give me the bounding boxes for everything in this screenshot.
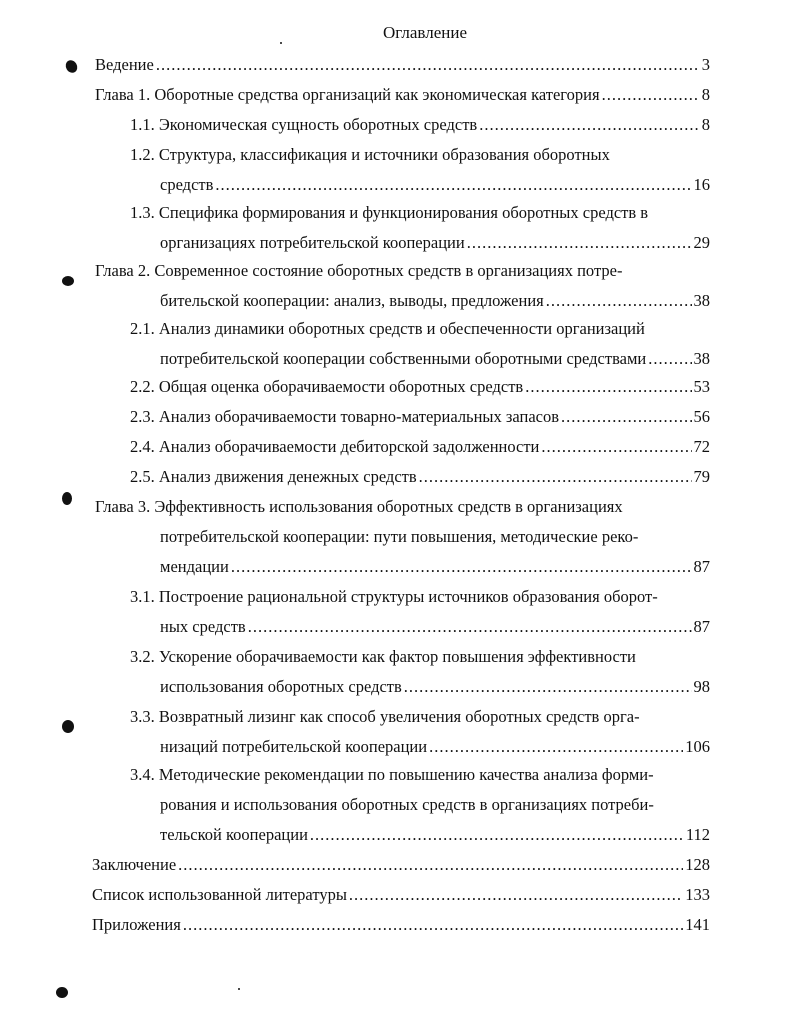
toc-entry-text: Глава 1. Оборотные средства организаций как экономическая категория bbox=[95, 85, 600, 104]
toc-entry-section-2-1[interactable] bbox=[130, 314, 710, 374]
toc-entry-section-2-2[interactable] bbox=[130, 372, 710, 402]
toc-page-number: 8 bbox=[701, 115, 710, 134]
leader-dots bbox=[248, 612, 692, 642]
leader-dots bbox=[648, 344, 691, 374]
leader-dots bbox=[231, 552, 692, 582]
leader-dots bbox=[183, 910, 683, 940]
leader-dots bbox=[561, 402, 691, 432]
toc-entry-first-line: 3.1. Построение рациональной структуры источников образования оборот- bbox=[130, 587, 658, 606]
toc-page-number: 53 bbox=[693, 377, 710, 396]
toc-entry-first-line: 3.4. Методические рекомендации по повышению качества анализа форми- bbox=[130, 765, 654, 784]
toc-entry-last-line bbox=[160, 228, 710, 258]
toc-entry-last-line bbox=[160, 286, 710, 316]
toc-entry-text: 1.1. Экономическая сущность оборотных средств bbox=[130, 115, 478, 134]
toc-page-number: 141 bbox=[685, 915, 710, 934]
toc-page-number: 87 bbox=[693, 557, 710, 576]
toc-page-number: 72 bbox=[693, 437, 710, 456]
leader-dots bbox=[541, 432, 691, 462]
toc-entry-chapter-2[interactable] bbox=[95, 256, 710, 316]
scan-blot bbox=[62, 720, 74, 733]
toc-entry-last-line bbox=[160, 552, 710, 582]
leader-dots bbox=[467, 228, 692, 258]
toc-entry-text: мендации bbox=[160, 557, 229, 576]
toc-entry-text: использования оборотных средств bbox=[160, 677, 402, 696]
leader-dots bbox=[215, 170, 691, 200]
toc-entry-last-line bbox=[160, 672, 710, 702]
toc-entry-second-line: потребительской кооперации: пути повышения, методические реко- bbox=[160, 527, 639, 546]
toc-entry-text: ных средств bbox=[160, 617, 246, 636]
toc-entry-section-2-4[interactable] bbox=[130, 432, 710, 462]
toc-entry-first-line: 3.2. Ускорение оборачиваемости как фактор повышения эффективности bbox=[130, 647, 636, 666]
toc-page-number: 38 bbox=[693, 349, 710, 368]
toc-entry-last-line bbox=[160, 820, 710, 850]
toc-entry-first-line: Глава 2. Современное состояние оборотных средств в организациях потре- bbox=[95, 261, 623, 280]
toc-entry-second-line: рования и использования оборотных средств в организациях потреби- bbox=[160, 795, 654, 814]
toc-entry-last-line bbox=[160, 612, 710, 642]
toc-entry-section-3-3[interactable] bbox=[130, 702, 710, 762]
toc-entry-text: организациях потребительской кооперации bbox=[160, 233, 465, 252]
toc-entry-references[interactable] bbox=[92, 880, 710, 910]
toc-entry-first-line: 1.2. Структура, классификация и источники образования оборотных bbox=[130, 145, 610, 164]
toc-entry-section-1-3[interactable] bbox=[130, 198, 710, 258]
toc-entry-section-2-3[interactable] bbox=[130, 402, 710, 432]
toc-entry-text: 2.2. Общая оценка оборачиваемости оборотных средств bbox=[130, 377, 524, 396]
toc-page-number: 133 bbox=[685, 885, 710, 904]
leader-dots bbox=[525, 372, 691, 402]
toc-page-number: 112 bbox=[685, 825, 710, 844]
toc-entry-chapter-1[interactable] bbox=[95, 80, 710, 110]
toc-page-number: 106 bbox=[685, 737, 710, 756]
toc-entry-text: средств bbox=[160, 175, 214, 194]
toc-entry-appendix[interactable] bbox=[92, 910, 710, 940]
toc-page-number: 98 bbox=[693, 677, 710, 696]
leader-dots bbox=[156, 50, 700, 80]
scan-blot bbox=[63, 58, 79, 75]
toc-entry-first-line: 1.3. Специфика формирования и функционирования оборотных средств в bbox=[130, 203, 649, 222]
toc-entry-last-line bbox=[160, 170, 710, 200]
page-title: Оглавление bbox=[383, 23, 467, 42]
toc-page-number: 87 bbox=[693, 617, 710, 636]
leader-dots bbox=[546, 286, 692, 316]
leader-dots bbox=[429, 732, 683, 762]
leader-dots bbox=[404, 672, 692, 702]
toc-entry-last-line bbox=[160, 732, 710, 762]
scan-blot bbox=[62, 276, 74, 286]
toc-page-number: 128 bbox=[685, 855, 710, 874]
toc-entry-text: потребительской кооперации собственными оборотными средствами bbox=[160, 349, 647, 368]
toc-entry-section-3-4[interactable] bbox=[130, 760, 710, 850]
toc-entry-section-3-2[interactable] bbox=[130, 642, 710, 702]
toc-entry-last-line bbox=[160, 344, 710, 374]
toc-entry-chapter-3[interactable] bbox=[95, 492, 710, 582]
toc-page-number: 38 bbox=[693, 291, 710, 310]
toc-page-number: 3 bbox=[701, 55, 710, 74]
toc-page-number: 79 bbox=[693, 467, 710, 486]
toc-entry-section-2-5[interactable] bbox=[130, 462, 710, 492]
leader-dots bbox=[419, 462, 692, 492]
scan-speck bbox=[238, 988, 240, 990]
scan-blot bbox=[62, 492, 72, 505]
leader-dots bbox=[349, 880, 683, 910]
toc-entry-section-1-1[interactable] bbox=[130, 110, 710, 140]
scan-speck bbox=[280, 42, 282, 44]
toc-entry-section-3-1[interactable] bbox=[130, 582, 710, 642]
toc-entry-text: низаций потребительской кооперации bbox=[160, 737, 428, 756]
toc-entry-text: Список использованной литературы bbox=[92, 885, 347, 904]
toc-entry-text: Приложения bbox=[92, 915, 181, 934]
toc-entry-text: Заключение bbox=[92, 855, 177, 874]
toc-page-number: 56 bbox=[693, 407, 710, 426]
toc-page-number: 8 bbox=[701, 85, 710, 104]
toc-entry-text: 2.4. Анализ оборачиваемости дебиторской задолженности bbox=[130, 437, 540, 456]
toc-page-number: 29 bbox=[693, 233, 710, 252]
toc-entry-text: 2.3. Анализ оборачиваемости товарно-материальных запасов bbox=[130, 407, 560, 426]
toc-entry-first-line: 3.3. Возвратный лизинг как способ увеличения оборотных средств орга- bbox=[130, 707, 640, 726]
toc-entry-text: бительской кооперации: анализ, выводы, предложения bbox=[160, 291, 544, 310]
toc-page-number: 16 bbox=[693, 175, 710, 194]
leader-dots bbox=[178, 850, 683, 880]
toc-entry-intro[interactable] bbox=[95, 50, 710, 80]
toc-entry-first-line: Глава 3. Эффективность использования оборотных средств в организациях bbox=[95, 497, 623, 516]
toc-entry-text: 2.5. Анализ движения денежных средств bbox=[130, 467, 417, 486]
toc-entry-text: тельской кооперации bbox=[160, 825, 308, 844]
toc-entry-section-1-2[interactable] bbox=[130, 140, 710, 200]
leader-dots bbox=[479, 110, 700, 140]
leader-dots bbox=[602, 80, 700, 110]
toc-entry-text: Ведение bbox=[95, 55, 154, 74]
leader-dots bbox=[310, 820, 684, 850]
toc-entry-conclusion[interactable] bbox=[92, 850, 710, 880]
scan-blot bbox=[56, 987, 68, 998]
toc-entry-first-line: 2.1. Анализ динамики оборотных средств и обеспеченности организаций bbox=[130, 319, 645, 338]
